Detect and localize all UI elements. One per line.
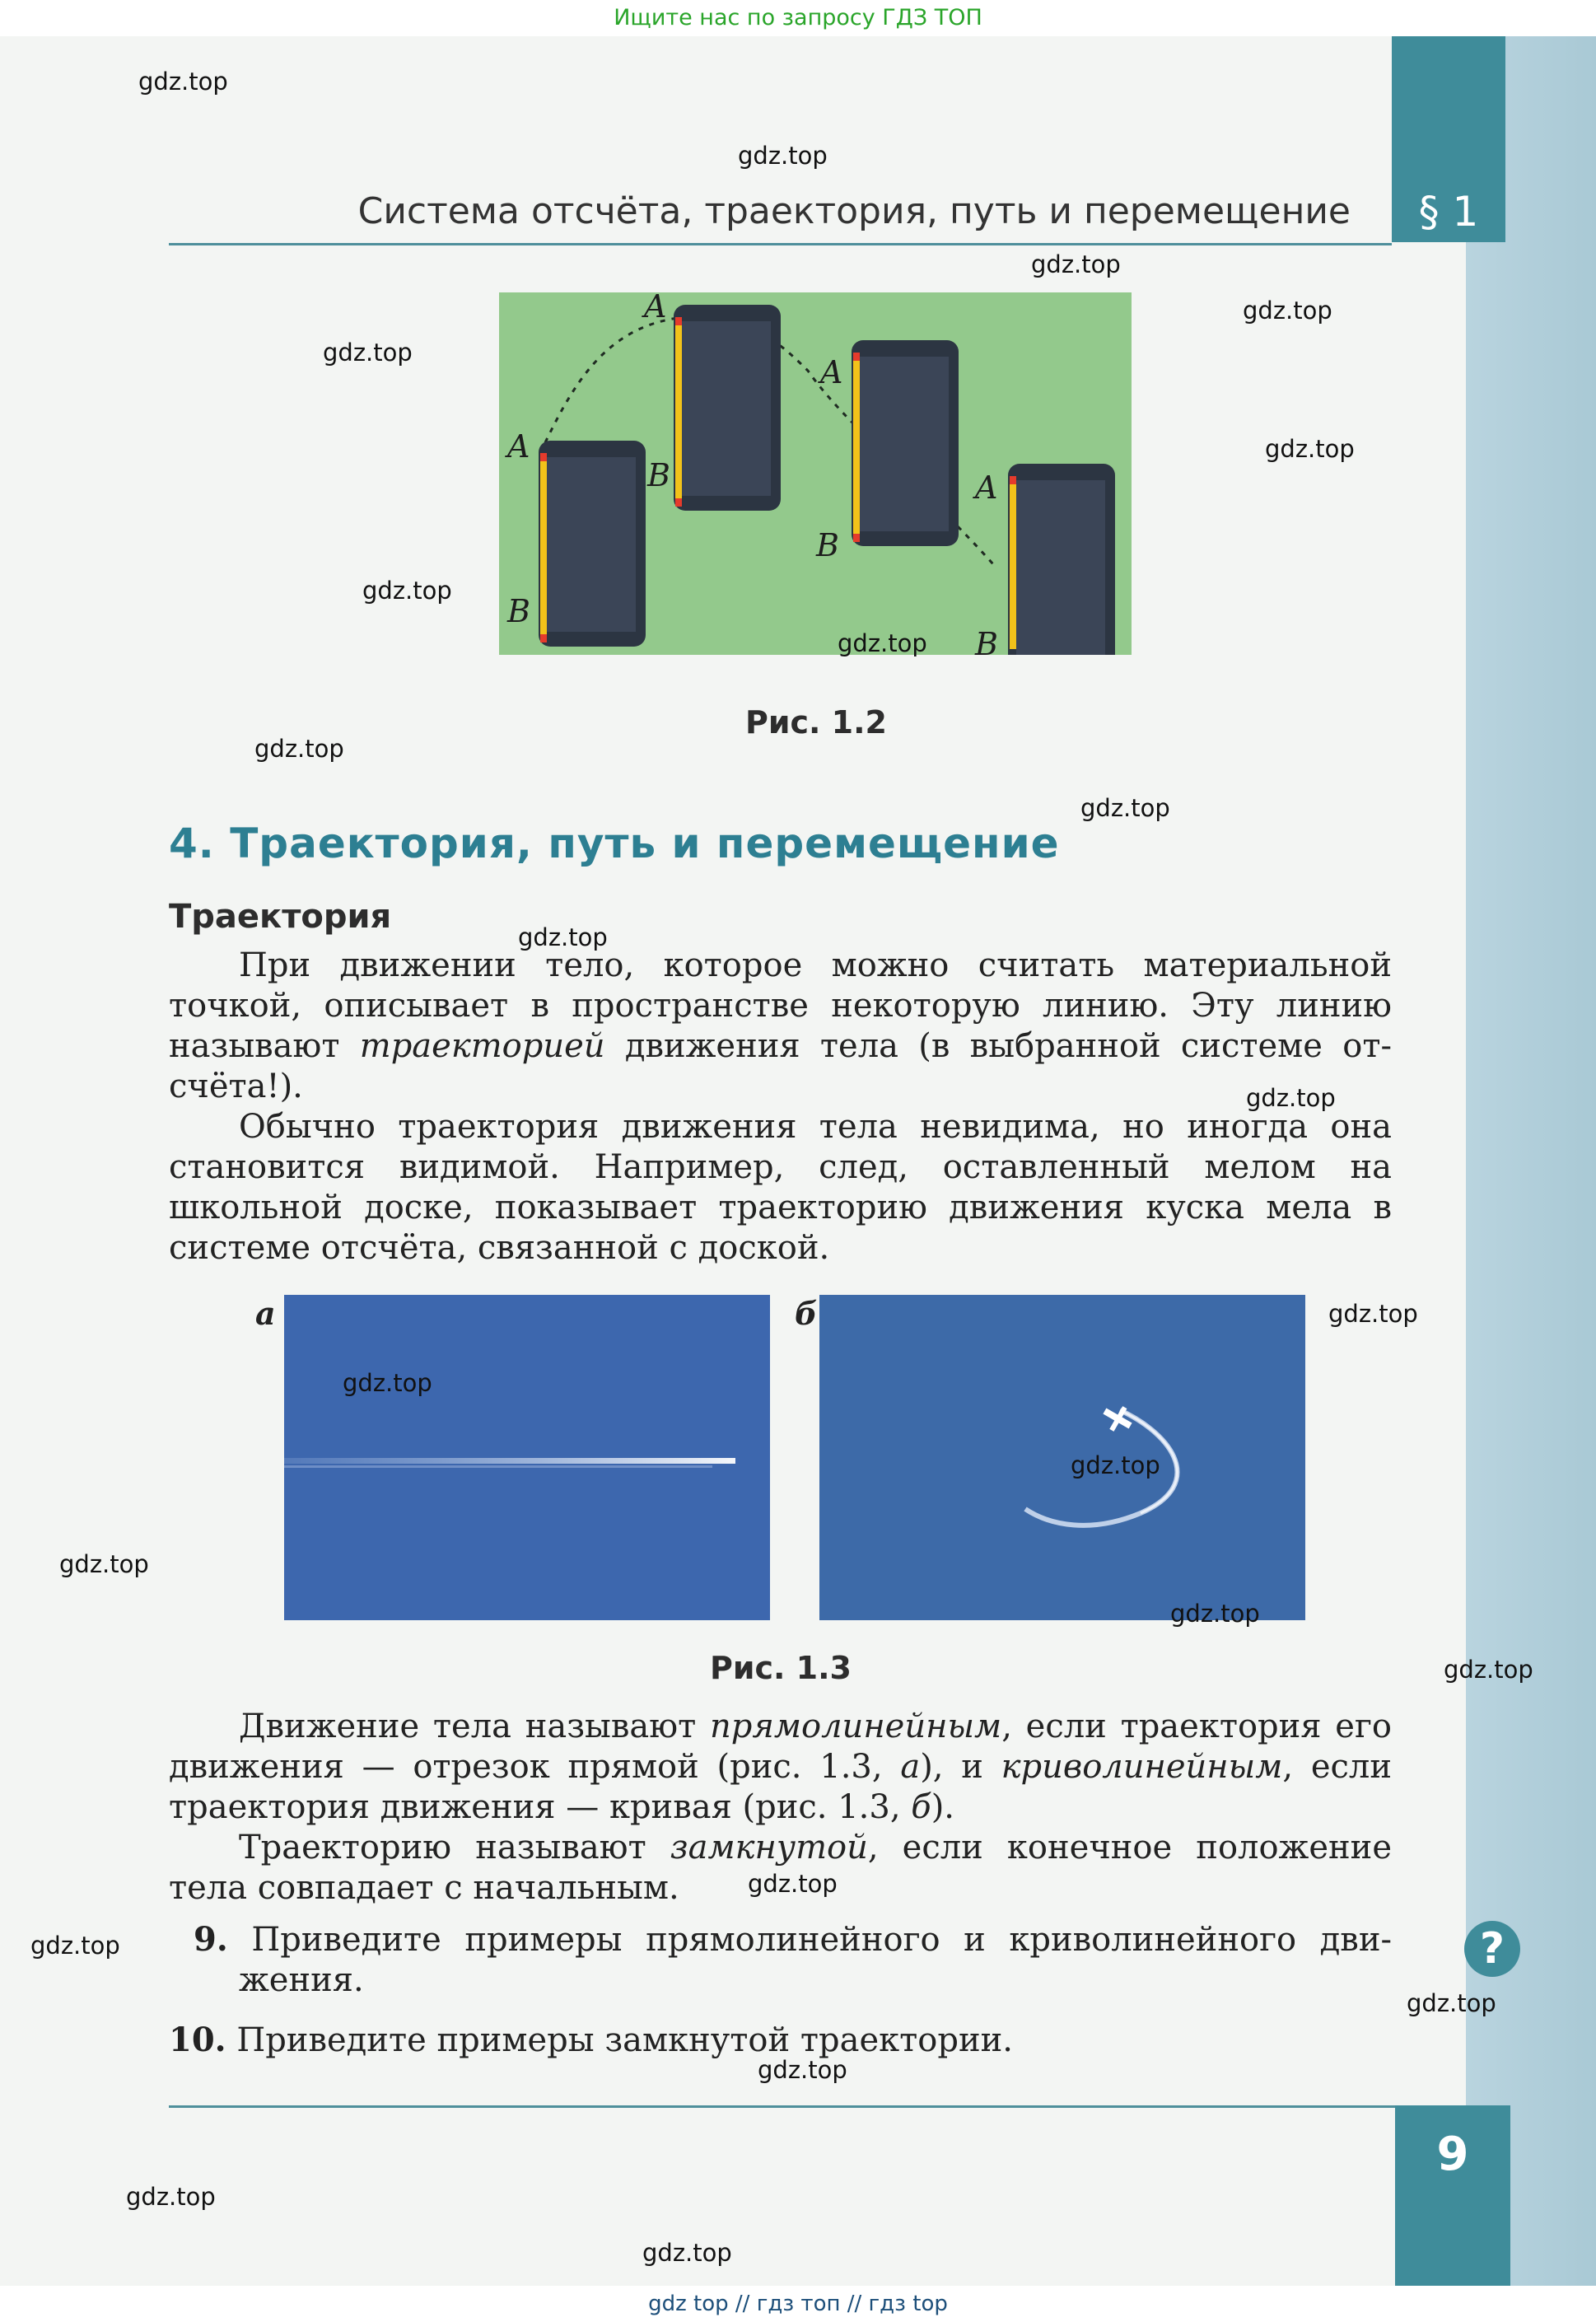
ref-a: а	[900, 1748, 921, 1786]
term-rectilinear: прямолинейным	[709, 1708, 1002, 1745]
paragraph-1	[169, 946, 1392, 1107]
watermark: gdz.top	[1444, 1656, 1533, 1684]
help-question-icon: ?	[1464, 1921, 1520, 1977]
p3-part-a: Движение тела называют	[239, 1708, 710, 1745]
watermark: gdz.top	[323, 339, 413, 367]
p3-part-e: ).	[931, 1788, 955, 1826]
watermark: gdz.top	[1071, 1451, 1160, 1479]
question-10-number: 10.	[169, 2021, 226, 2059]
watermark: gdz.top	[1265, 435, 1355, 463]
contrail-straight	[284, 1458, 735, 1464]
watermark: gdz.top	[1407, 1989, 1496, 2017]
watermark: gdz.top	[138, 68, 228, 96]
watermark: gdz.top	[59, 1550, 149, 1578]
watermark: gdz.top	[1080, 794, 1170, 822]
watermark: gdz.top	[518, 923, 608, 951]
footer-rule	[169, 2105, 1396, 2108]
watermark: gdz.top	[738, 142, 828, 170]
watermark: gdz.top	[1243, 297, 1332, 325]
p1-start: При движении тело, которое можно считать материальной точкой, описывает в пространстве некоторую линию. Эту линию называют	[169, 946, 1392, 1065]
phone-4	[1008, 464, 1115, 655]
page-number: 9	[1395, 2105, 1510, 2286]
watermark: gdz.top	[30, 1932, 120, 1960]
bottom-banner[interactable]: gdz top // гдз топ // гдз top	[0, 2286, 1596, 2322]
label-a-3: A	[820, 354, 843, 390]
watermark: gdz.top	[1031, 250, 1121, 278]
photo-a-label: а	[255, 1295, 276, 1332]
photo-straight-contrail	[284, 1295, 770, 1620]
paragraph-3	[169, 1707, 1392, 1828]
top-banner[interactable]: Ищите нас по запросу ГДЗ ТОП	[0, 0, 1596, 36]
label-b-4: B	[975, 626, 998, 655]
running-head: Система отсчёта, траектория, путь и перемещение	[357, 190, 1351, 232]
p4-part-a: Траекторию называют	[239, 1829, 670, 1866]
phone-3	[852, 340, 959, 546]
label-b-3: B	[816, 527, 839, 563]
photo-b-label: б	[795, 1295, 818, 1332]
watermark: gdz.top	[254, 735, 344, 763]
section-heading: 4. Траектория, путь и перемещение	[169, 820, 1060, 867]
figure-1-3-caption: Рис. 1.3	[710, 1650, 852, 1686]
ref-b: б	[911, 1788, 931, 1826]
paragraph-2: Обычно траектория движения тела невидима, но иногда она становится видимой. Например, след, оставленный мелом на школьной доске, показывает траекторию движения куска мела в системе отсчёта, связанной с доской.	[169, 1108, 1392, 1267]
section-number: § 1	[1418, 188, 1479, 236]
watermark: gdz.top	[758, 2056, 847, 2084]
question-9-number: 9.	[194, 1920, 228, 1959]
watermark: gdz.top	[838, 629, 927, 657]
term-closed: замкнутой	[670, 1829, 868, 1866]
phone-1	[539, 441, 646, 647]
phone-2	[674, 305, 781, 511]
question-9-text: Приведите примеры прямолинейного и криволинейного движения.	[239, 1921, 1393, 1999]
watermark: gdz.top	[1328, 1300, 1418, 1328]
watermark: gdz.top	[642, 2239, 732, 2267]
watermark: gdz.top	[1246, 1084, 1336, 1112]
watermark: gdz.top	[362, 577, 452, 605]
term-trajectory: траекторией	[359, 1027, 605, 1065]
p3-part-c: ), и	[920, 1748, 1001, 1786]
p4-part-b: , если конечное положение тела совпадает с начальным.	[169, 1829, 1392, 1907]
watermark: gdz.top	[343, 1369, 432, 1397]
p1-end: движения тела (в выбранной системе отсчёта!).	[169, 1027, 1392, 1105]
figure-1-2	[499, 292, 1132, 655]
watermark: gdz.top	[1170, 1600, 1260, 1628]
label-a-1: A	[507, 428, 530, 465]
photo-curved-contrail	[819, 1295, 1305, 1620]
p3-part-d: , если траектория движения — кривая (рис. 1.3,	[169, 1748, 1392, 1826]
label-a-2: A	[644, 292, 667, 325]
watermark: gdz.top	[748, 1870, 838, 1898]
header-rule	[169, 243, 1392, 245]
p3-part-b: , если траектория его движения — отрезок прямой (рис. 1.3,	[169, 1708, 1392, 1786]
sky-a	[284, 1295, 770, 1620]
figure-1-2-caption: Рис. 1.2	[745, 704, 887, 741]
sky-b	[819, 1295, 1305, 1620]
question-9	[169, 1919, 1392, 2001]
subheading: Траектория	[169, 898, 392, 936]
watermark: gdz.top	[126, 2183, 216, 2211]
label-b-2: B	[647, 457, 670, 493]
label-b-1: B	[507, 593, 530, 629]
term-curvilinear: криволинейным	[1001, 1748, 1283, 1786]
question-10	[169, 2020, 1392, 2061]
question-10-text: Приведите примеры замкнутой траектории.	[236, 2021, 1013, 2059]
label-a-4: A	[975, 470, 998, 506]
